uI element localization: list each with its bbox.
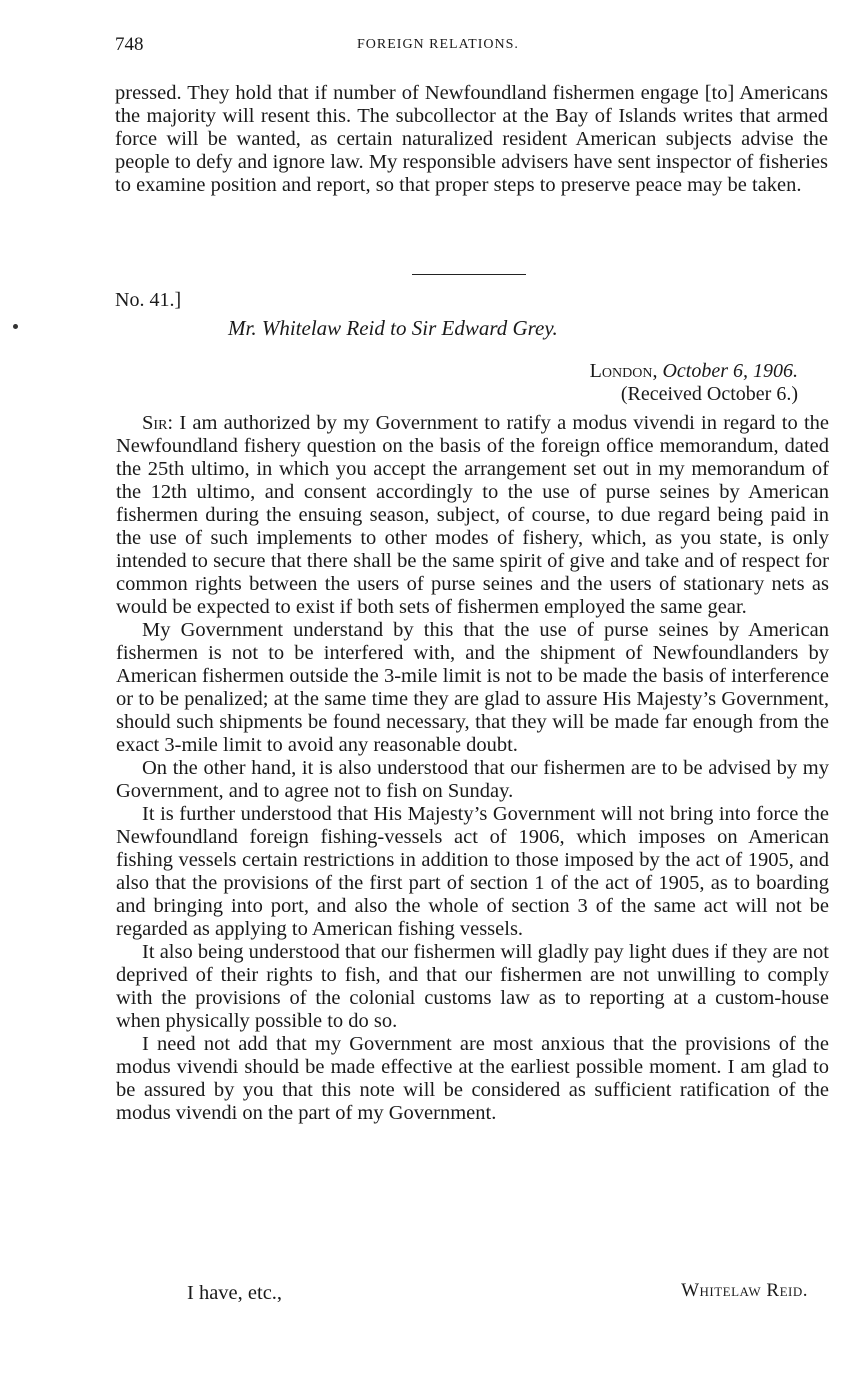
page-header <box>115 34 827 60</box>
letter-body <box>116 412 829 1125</box>
dateline-date: October 6, 1906. <box>662 360 798 382</box>
received-date: (Received October 6.) <box>620 383 798 405</box>
page-number: 748 <box>115 34 144 55</box>
letter-paragraph <box>116 412 829 619</box>
continuation-paragraph: pressed. They hold that if number of Newfoundland fishermen engage [to] Americans the majority will resent this. The subcollector at the Bay of Islands writes that armed force will be wanted, as certain naturalized resident American subjects advise the people to defy and ignore law. My responsible advisers have sent inspector of fisheries to examine position and report, so that proper steps to preserve peace may be taken. <box>115 82 828 196</box>
running-head: FOREIGN RELATIONS. <box>357 37 519 52</box>
section-divider <box>412 274 526 275</box>
salutation: Sir: <box>142 412 174 434</box>
paragraph-text: I am authorized by my Government to ratify a modus vivendi in regard to the Newfoundland fishery question on the basis of the foreign office memorandum, dated the 25th ultimo, in which you accept the arrangement set out in my memorandum of the 12th ultimo, and consent accordingly to the use of purse seines by American fishermen during the ensuing season, subject, of course, to due regard being paid in the use of such implements to other modes of fishery, which, as you state, is only intended to secure that there shall be the same spirit of give and take and of respect for common rights between the users of purse seines and the users of stationary nets as would be expected to exist if both sets of fishermen employed the same gear. <box>116 412 829 618</box>
letter-paragraph: I need not add that my Government are most anxious that the provisions of the modus vivendi should be made effective at the earliest possible moment. I am glad to be assured by you that this note will be considered as sufficient ratification of the modus vivendi on the part of my Government. <box>116 1033 829 1124</box>
letter-paragraph: My Government understand by this that the use of purse seines by American fishermen is not to be interfered with, and the shipment of Newfoundlanders by American fishermen outside the 3-mile limit is not to be made the basis of interference or to be penalized; at the same time they are glad to assure His Majesty’s Government, should such shipments be found necessary, that they will be made far enough from the exact 3-mile limit to avoid any reasonable doubt. <box>116 619 829 756</box>
document-title: Mr. Whitelaw Reid to Sir Edward Grey. <box>228 316 558 340</box>
letter-paragraph: It also being understood that our fishermen will gladly pay light dues if they are not deprived of their rights to fish, and that our fishermen are not unwilling to comply with the provisions of the colonial customs law as to reporting at a custom-house when physically possible to do so. <box>116 941 829 1032</box>
complimentary-close: I have, etc., <box>187 1282 283 1304</box>
document-number: No. 41.] <box>115 289 182 311</box>
letter-paragraph: On the other hand, it is also understood that our fishermen are to be advised by my Government, and to agree not to fish on Sunday. <box>116 757 829 802</box>
letter-paragraph: It is further understood that His Majesty’s Government will not bring into force the Newfoundland foreign fishing-vessels act of 1906, which imposes on American fishing vessels certain restrictions in addition to those imposed by the act of 1905, and also that the provisions of the first part of section 1 of the act of 1905, as to boarding and bringing into port, and also the whole of section 3 of the same act will not be regarded as applying to American fishing vessels. <box>116 803 829 940</box>
margin-dot-mark <box>13 324 18 329</box>
dateline <box>590 360 798 406</box>
dateline-place-date <box>590 360 798 383</box>
signature: Whitelaw Reid. <box>681 1280 808 1301</box>
dateline-place: London, <box>589 360 658 382</box>
